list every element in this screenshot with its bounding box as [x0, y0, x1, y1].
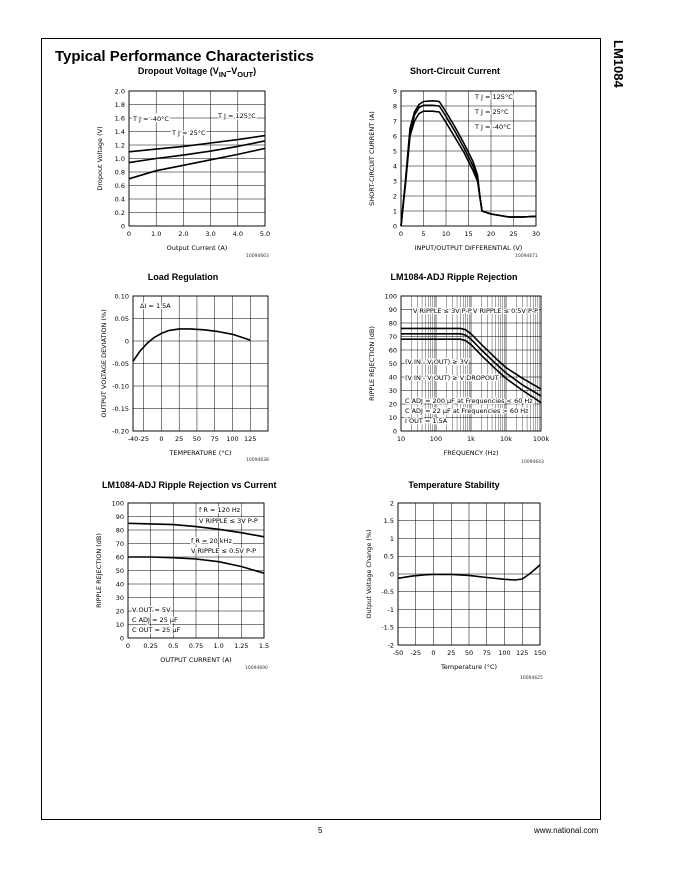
annotation-label: (V IN - V OUT) ≥ V DROPOUT — [405, 374, 499, 382]
x-tick-label: 2.0 — [178, 230, 189, 238]
chart-title: Short-Circuit Current — [410, 66, 500, 76]
x-tick-label: 15 — [464, 230, 473, 238]
annotation-label: (V IN - V OUT) ≥ 3V — [405, 358, 469, 366]
chart-title: LM1084-ADJ Ripple Rejection — [390, 272, 518, 282]
annotation-label: T J = 25°C — [172, 129, 206, 137]
y-axis-label: RIPPLE REJECTION (dB) — [95, 533, 103, 608]
y-tick-label: 1.0 — [114, 154, 125, 163]
y-axis-label: SHORT-CIRCUIT CURRENT (A) — [368, 111, 376, 206]
y-tick-label: 0 — [119, 634, 124, 643]
y-tick-label: 5 — [392, 147, 397, 156]
figure-id: 10094663 — [246, 254, 269, 259]
annotation-label: T J = -40°C — [133, 115, 169, 123]
x-tick-label: 1.0 — [213, 642, 224, 650]
y-tick-label: 3 — [392, 177, 397, 186]
y-tick-label: 1.2 — [114, 141, 125, 150]
y-tick-label: 1.4 — [114, 127, 125, 136]
y-tick-label: 80 — [388, 319, 397, 328]
x-axis-label: Output Current (A) — [166, 244, 228, 252]
x-tick-label: 0.75 — [188, 642, 204, 650]
chart-temp-stability — [365, 499, 546, 681]
y-tick-label: 60 — [388, 346, 397, 355]
y-tick-label: -1 — [387, 605, 394, 614]
x-tick-label: 0 — [398, 230, 404, 238]
x-tick-label: 125 — [244, 435, 257, 443]
y-tick-label: 40 — [115, 580, 124, 589]
y-tick-label: 2 — [389, 499, 394, 508]
x-tick-label: 30 — [531, 230, 541, 238]
y-tick-label: 30 — [115, 593, 124, 602]
annotation-label: T J = 125°C — [218, 112, 256, 120]
y-tick-label: 50 — [115, 566, 124, 575]
y-tick-label: 90 — [388, 305, 397, 314]
annotation-label: V RIPPLE ≤ 3V P-P — [199, 517, 258, 525]
figure-id: 10094625 — [520, 676, 543, 681]
y-tick-label: -2 — [387, 641, 394, 650]
x-tick-label: 75 — [482, 649, 491, 657]
x-tick-label: 100k — [532, 435, 550, 443]
y-tick-label: 0.4 — [114, 195, 125, 204]
y-tick-label: 9 — [392, 87, 397, 96]
x-tick-label: 25 — [509, 230, 518, 238]
x-tick-label: 10 — [441, 230, 451, 238]
x-tick-label: 25 — [175, 435, 184, 443]
annotation-label: C ADJ = 25 μF — [132, 616, 178, 624]
x-tick-label: -50 — [392, 649, 404, 657]
x-tick-label: 0 — [126, 230, 132, 238]
annotation-label: V RIPPLE ≤ 0.5V P-P — [191, 547, 256, 555]
y-tick-label: 0 — [392, 222, 397, 231]
x-tick-label: 1k — [467, 435, 475, 443]
website-link[interactable]: www.national.com — [534, 826, 599, 835]
x-axis-label: FREQUENCY (Hz) — [443, 449, 499, 457]
x-tick-label: -40 — [127, 435, 139, 443]
chart-title: LM1084-ADJ Ripple Rejection vs Current — [102, 480, 277, 490]
chart-title: Temperature Stability — [408, 480, 500, 490]
y-tick-label: 0.8 — [114, 168, 125, 177]
y-tick-label: 0 — [389, 570, 394, 579]
y-tick-label: 90 — [115, 512, 124, 521]
annotation-label: f R = 20 kHz — [191, 537, 232, 545]
x-tick-label: 50 — [192, 435, 202, 443]
x-axis-label: Temperature (°C) — [440, 663, 498, 671]
x-axis-label: TEMPERATURE (°C) — [169, 449, 232, 457]
y-tick-label: 6 — [392, 132, 397, 141]
y-axis-label: RIPPLE REJECTION (dB) — [368, 326, 376, 401]
x-tick-label: 50 — [464, 649, 474, 657]
page-number: 5 — [318, 826, 323, 835]
y-tick-label: 0.5 — [383, 552, 394, 561]
annotation-label: V OUT = 5V — [132, 606, 171, 614]
x-tick-label: 0 — [159, 435, 164, 443]
x-tick-label: 100 — [498, 649, 511, 657]
x-axis-label: OUTPUT CURRENT (A) — [160, 656, 232, 664]
y-tick-label: 20 — [388, 400, 397, 409]
x-tick-label: 100 — [429, 435, 443, 443]
y-axis-label: Output Voltage Change (%) — [365, 529, 373, 619]
chart-load-regulation — [100, 292, 269, 463]
y-tick-label: -0.15 — [112, 404, 129, 413]
y-tick-label: 0.2 — [114, 208, 125, 217]
y-tick-label: 70 — [115, 539, 124, 548]
annotation-label: C ADJ = 22 μF at Frequencies > 60 Hz — [405, 407, 529, 415]
y-tick-label: 0.6 — [114, 181, 125, 190]
annotation-label: T J = 25°C — [475, 108, 509, 116]
y-tick-label: 1.5 — [383, 517, 394, 526]
chart-ripple-freq — [368, 292, 549, 465]
x-tick-label: 10 — [396, 435, 406, 443]
y-tick-label: -0.20 — [112, 427, 129, 436]
x-tick-label: -25 — [138, 435, 149, 443]
figure-id: 10094638 — [246, 458, 269, 463]
y-tick-label: 70 — [388, 332, 397, 341]
y-tick-label: -0.10 — [112, 382, 129, 391]
chart-dropout — [96, 87, 270, 259]
y-tick-label: 2.0 — [114, 87, 125, 96]
y-tick-label: 0 — [120, 222, 125, 231]
x-tick-label: -25 — [410, 649, 422, 657]
x-tick-label: 0.5 — [168, 642, 179, 650]
figure-id: 10094690 — [245, 666, 268, 671]
y-tick-label: 1.8 — [114, 100, 125, 109]
y-tick-label: 0 — [392, 427, 397, 436]
chart-title: Dropout Voltage $(V_{IN}-V_{OUT})$ — [137, 66, 257, 79]
y-tick-label: 20 — [115, 607, 124, 616]
series-line-1 — [129, 136, 265, 152]
x-tick-label: 5 — [421, 230, 426, 238]
y-tick-label: 100 — [111, 499, 124, 508]
chart-ripple-current — [95, 499, 269, 671]
x-axis-label: INPUT/OUTPUT DIFFERENTIAL (V) — [414, 244, 523, 252]
y-tick-label: 1 — [392, 207, 397, 216]
x-tick-label: 100 — [226, 435, 239, 443]
x-tick-label: 75 — [210, 435, 219, 443]
x-tick-label: 125 — [516, 649, 529, 657]
chart-short-circuit — [368, 87, 540, 259]
chart-title: Load Regulation — [147, 272, 219, 282]
y-tick-label: 60 — [115, 553, 124, 562]
y-tick-label: 1.6 — [114, 114, 125, 123]
y-tick-label: 0 — [124, 337, 129, 346]
x-tick-label: 4.0 — [232, 230, 243, 238]
figure-id: 10094643 — [521, 460, 544, 465]
page-heading: Typical Performance Characteristics — [55, 48, 315, 65]
annotation-label: f R = 120 Hz — [199, 506, 241, 514]
annotation-label: T J = 125°C — [475, 93, 513, 101]
annotation-label: C OUT = 25 μF — [132, 626, 181, 634]
x-tick-label: 150 — [533, 649, 547, 657]
y-tick-label: 10 — [115, 620, 124, 629]
annotation-label: V RIPPLE ≤ 0.5V P-P — [473, 307, 538, 315]
part-number: LM1084 — [611, 40, 626, 88]
y-tick-label: 7 — [392, 117, 397, 126]
y-tick-label: 8 — [392, 102, 397, 111]
y-tick-label: 40 — [388, 373, 397, 382]
y-tick-label: -0.5 — [381, 588, 394, 597]
y-tick-label: 100 — [384, 292, 397, 301]
x-tick-label: 0.25 — [143, 642, 158, 650]
x-tick-label: 1.5 — [258, 642, 270, 650]
y-tick-label: 2 — [392, 192, 397, 201]
y-tick-label: 30 — [388, 386, 397, 395]
x-tick-label: 20 — [486, 230, 496, 238]
figure-id: 10094671 — [515, 254, 538, 259]
annotation-label: V RIPPLE ≤ 3V P-P — [413, 307, 472, 315]
y-tick-label: 0.10 — [114, 292, 129, 301]
y-tick-label: -1.5 — [381, 623, 394, 632]
x-tick-label: 0 — [125, 642, 131, 650]
x-tick-label: 1.25 — [234, 642, 249, 650]
x-tick-label: 5.0 — [259, 230, 271, 238]
x-tick-label: 0 — [431, 649, 436, 657]
y-tick-label: 4 — [392, 162, 397, 171]
annotation-label: T J = -40°C — [475, 123, 511, 131]
x-tick-label: 1.0 — [151, 230, 162, 238]
x-tick-label: 25 — [447, 649, 456, 657]
y-axis-label: Dropout Voltage (V) — [96, 126, 104, 191]
y-tick-label: 0.05 — [114, 314, 129, 323]
annotation-label: ΔI = 1.5A — [140, 302, 171, 310]
x-tick-label: 3.0 — [205, 230, 216, 238]
y-tick-label: -0.05 — [112, 359, 129, 368]
x-tick-label: 10k — [499, 435, 513, 443]
y-axis-label: OUTPUT VOLTAGE DEVIATION (%) — [100, 309, 108, 418]
y-tick-label: 50 — [388, 359, 397, 368]
y-tick-label: 10 — [388, 413, 397, 422]
annotation-label: C ADJ = 200 μF at Frequencies < 60 Hz — [405, 397, 533, 405]
y-tick-label: 1 — [389, 534, 394, 543]
annotation-label: I OUT = 1.5A — [405, 417, 448, 425]
y-tick-label: 80 — [115, 526, 124, 535]
